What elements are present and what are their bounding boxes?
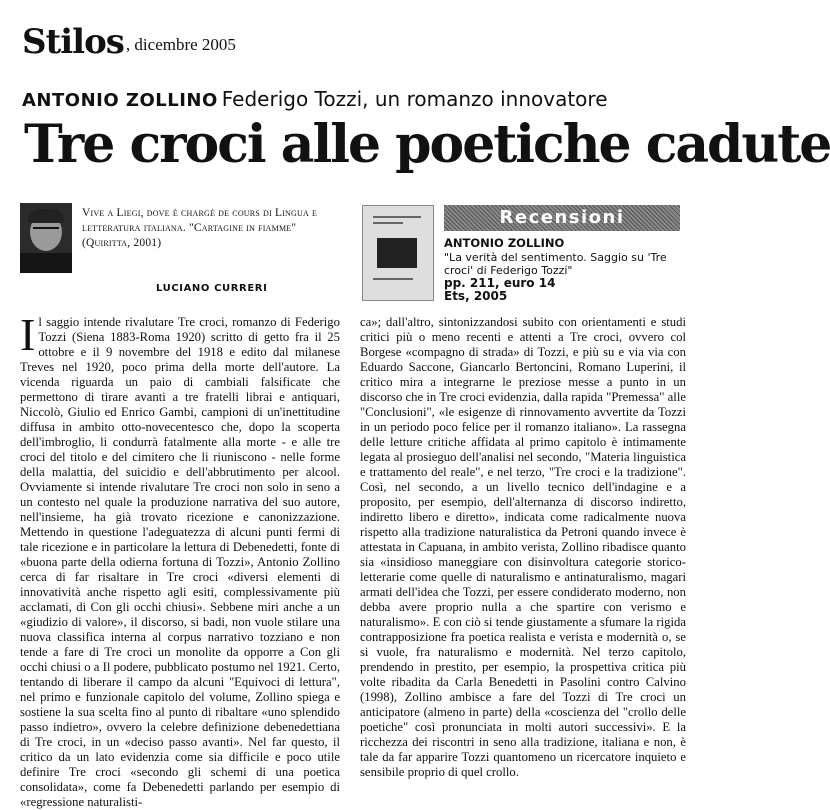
article-text-left: l saggio intende rivalutare Tre croci, romanzo di Federigo Tozzi (Siena 1883-Roma 1920) scritto di getto fra il 25 ottobre e il 9 novembre del 1918 e edito dal milanese Treves nel 1920, poco prima della morte dell'autore. La vicenda riguarda un paio di cambiali falsificate che permettono di tirare avanti a tre fratelli librai e antiquari, Niccolò, Giulio ed Enrico Gambi, campioni di un'inettitudine diffusa in ambito otto-novecentesco che, dopo la scoperta dell'imbroglio, li condurrà fatalmente alla morte - e alle tre croci del titolo e del cimitero che li riunisconο - nelle forme della malattia, del suicidio e dell'abbrutimento per alcool. Ovviamente si intende rivalutare Tre croci non solo in seno a un contesto nel quale la produzione narrativa del suo autore, nell'insieme, ha già trovato ricezione e canonizzazione. Mettendo in questione l'adeguatezza di alcuni punti fermi di tale ricezione e in particolare la lettura di Debenedetti, fonte di «buona parte della odierna fortuna di Tozzi», Antonio Zollino cerca di far risaltare in Tre croci «diversi elementi di innovatività anche rispetto agli esiti, complessivamente più acclamati, di Con gli occhi chiusi». Sebbene miri anche a un «giudizio di valore», il discorso, si badi, non vuole stilare una nuova classifica interna al corpus narrativo tozziano e non tende a fare di Tre croci un monolite da opporre a Con gli occhi chiusi o a Il podere, pubblicato postumo nel 1921. Certo, tentando di liberare il campo da alcuni "Equivoci di lettura", nel primo e funzionale capitolo del volume, Zollino spiega e sostiene la sua scelta fino al punto di ribaltare «uno splendido passo indietro», ovvero la celebre definizione debenedettiana di Tre croci, in un «deciso passo avanti». Nel far questo, il critico da un lato evidenzia come sia difficile e poco utile definire Tre croci «secondo gli schemi di una poetica consolidata», come fa Debenedetti parlando per esempio di «regressione naturalisti- [20, 315, 340, 809]
byline: LUCIANO CURRERI [156, 283, 268, 294]
drop-cap: I [20, 309, 36, 360]
review-author: ANTONIO ZOLLINO [444, 236, 565, 250]
review-pages: pp. 211, euro 14 [444, 276, 556, 290]
kicker-subtitle: Federigo Tozzi, un romanzo innovatore [221, 87, 608, 111]
kicker [22, 87, 682, 111]
author-portrait [20, 203, 72, 271]
article-column-left [20, 309, 340, 810]
author-bio: Vive a Liegi, dove è chargé de cours di Lingua e letteratura italiana. "Cartagine in fiamme" (Quiritta, 2001) [82, 207, 318, 249]
article-column-right [360, 315, 686, 780]
review-publisher: Ets, 2005 [444, 289, 508, 303]
kicker-author: ANTONIO ZOLLINO [22, 90, 218, 111]
masthead [22, 22, 322, 66]
review-book-title: "La verità del sentimento. Saggio su 'Tre croci' di Federigo Tozzi" [444, 251, 667, 277]
reviews-banner: Recensioni [444, 205, 680, 231]
issue-date: , dicembre 2005 [125, 35, 236, 54]
magazine-logo: Stilos [22, 22, 124, 62]
headline: Tre croci alle poetiche cadute [24, 114, 830, 175]
article-text-right: ca»; dall'altro, sintonizzandosi subito con orientamenti e studi critici più o meno recenti e attenti a Tre croci, ovvero col Borgese «compagno di strada» di Tozzi, e più su e via via con Eduardo Saccone, Giancarlo Bertoncini, Romano Luperini, il critico mira a integrarne le preziose messe a punto in un discorso che in Tre croci evidenzia, dalla rapida "Premessa" alle "Conclusioni", «le esigenze di rinnovamento avvertite da Tozzi in un periodo poco felice per il romanzo italiano». La rassegna delle letture critiche affidata al primo capitolo è intimamente legata al prosieguo dell'analisi nel secondo, "Materia linguistica e trattamento del reale", e nel terzo, "Tre croci e la tradizione". Così, nel secondo, a un livello tecnico dell'indagine e a proposito, per esempio, dell'alternanza di discorso indiretto, indiretto libero e diretto», indicata come radicalmente nuova rispetto alla tradizione naturalistica da Petroni quando invece è attestata in Capuana, in ambito verista, Zollino ribadisce quanto sia «insidioso maneggiare con disinvoltura categorie storico-letterarie come quelle di naturalismo e antinaturalismo, magari armati dell'idea che Tozzi, per essere condiderato moderno, non debba avere proprio nulla a che spartire con verismo e naturalismo». E con ciò si tende giustamente a sfumare la rigida contrapposizione fra poetica realista e verista e modernità o, se si vuole, fra naturalismo e modernità. Nel terzo capitolo, prendendo in prestito, per esempio, la prospettiva critica più volte ribadita da Carla Benedetti in Pasolini contro Calvino (1998), Zollino ambisce a fare del Tozzi di Tre croci un anticipatore (almeno in parte) della «coscienza del "crollo delle poetiche" così pronunciata in molti autori successivi». E la ricchezza dei riscontri in seno alla tradizione, italiana e non, è tale da far apparire Tozzi quantomeno un ricercatore inquieto e sensibile proprio di quel crollo. [360, 315, 686, 779]
review-info [444, 237, 684, 303]
book-cover-image [362, 205, 434, 301]
